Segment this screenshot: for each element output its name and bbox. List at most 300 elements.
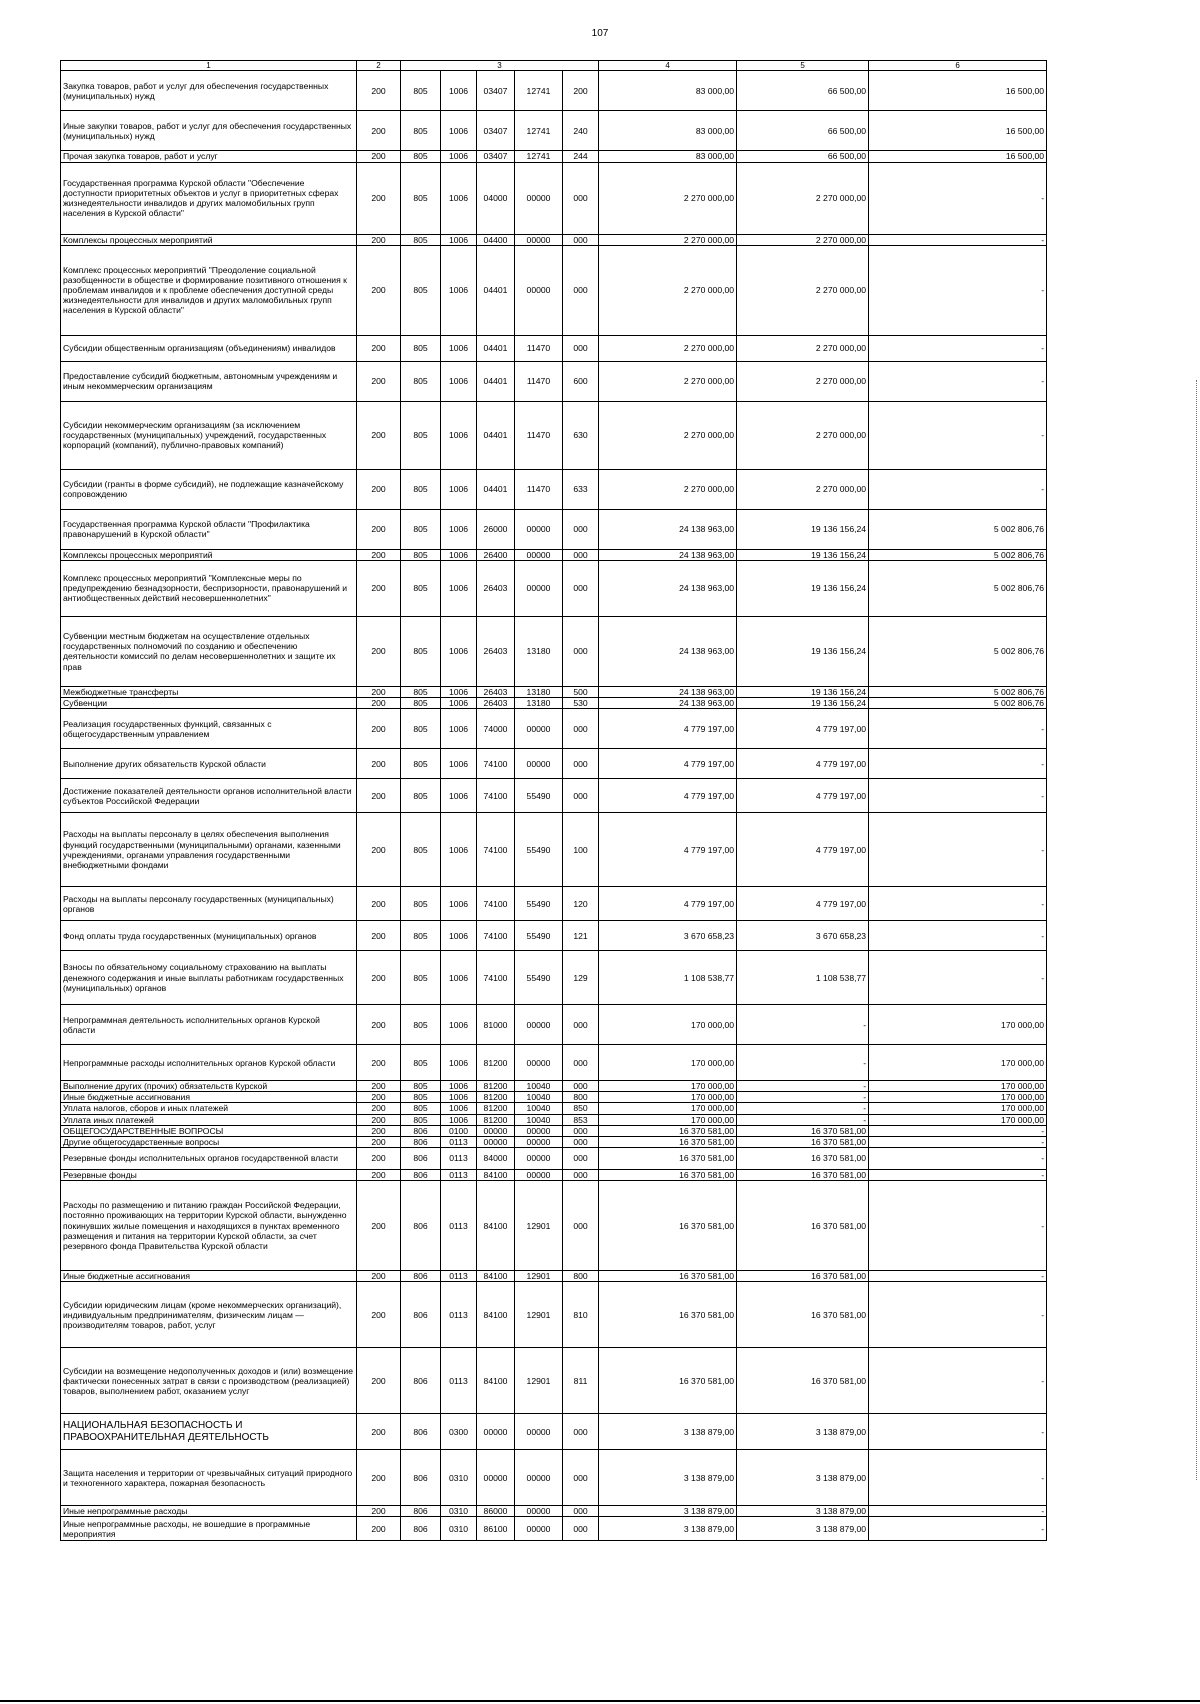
row-code-program: 04400	[477, 234, 515, 245]
row-value-plan: 16 370 581,00	[599, 1348, 737, 1414]
row-value-plan: 83 000,00	[599, 71, 737, 111]
row-code-program: 81200	[477, 1092, 515, 1103]
row-value-plan: 16 370 581,00	[599, 1282, 737, 1348]
row-name: Субсидии юридическим лицам (кроме некоммерческих организаций), индивидуальным предпринимателям, физическим лицам — производителям товаров, работ, услуг	[61, 1282, 357, 1348]
table-row	[61, 921, 1047, 951]
row-code-ministry: 806	[401, 1181, 441, 1271]
table-row	[61, 1045, 1047, 1081]
table-row	[61, 1517, 1047, 1541]
row-name: Расходы по размещению и питанию граждан Российской Федерации, постоянно проживающих на территории Курской области, вынужденно покинувших жилые помещения и находящихся в пунктах временного размещения и питания на территории Курской области, за счет резервного фонда Правительства Курской области	[61, 1181, 357, 1271]
row-code-admin: 200	[357, 361, 401, 401]
row-value-plan: 170 000,00	[599, 1103, 737, 1114]
row-code-expense-type: 000	[563, 509, 599, 549]
row-value-plan: 83 000,00	[599, 111, 737, 151]
row-code-admin: 200	[357, 162, 401, 234]
row-value-plan: 24 138 963,00	[599, 509, 737, 549]
row-value-executed: 2 270 000,00	[737, 469, 869, 509]
row-code-ministry: 805	[401, 698, 441, 709]
row-code-section: 1006	[441, 335, 477, 361]
row-code-ministry: 805	[401, 686, 441, 697]
row-code-expense-type: 240	[563, 111, 599, 151]
row-value-plan: 4 779 197,00	[599, 813, 737, 887]
row-code-ministry: 805	[401, 1103, 441, 1114]
row-name: Уплата иных платежей	[61, 1114, 357, 1125]
row-value-executed: -	[737, 1081, 869, 1092]
row-code-direction: 12741	[515, 151, 563, 162]
table-row	[61, 560, 1047, 616]
row-code-direction: 12901	[515, 1271, 563, 1282]
row-code-expense-type: 530	[563, 698, 599, 709]
row-value-executed: 16 370 581,00	[737, 1348, 869, 1414]
row-value-executed: 19 136 156,24	[737, 560, 869, 616]
row-code-program: 04401	[477, 401, 515, 469]
row-value-remaining: -	[869, 234, 1047, 245]
table-row	[61, 951, 1047, 1005]
header-col-4: 4	[599, 61, 737, 71]
table-body	[61, 71, 1047, 1541]
row-name: Уплата налогов, сборов и иных платежей	[61, 1103, 357, 1114]
row-code-ministry: 805	[401, 509, 441, 549]
header-col-3: 3	[401, 61, 599, 71]
row-code-expense-type: 000	[563, 549, 599, 560]
row-code-section: 1006	[441, 686, 477, 697]
row-code-ministry: 805	[401, 549, 441, 560]
table-row	[61, 151, 1047, 162]
table-row	[61, 698, 1047, 709]
row-code-admin: 200	[357, 1414, 401, 1450]
row-code-program: 74000	[477, 709, 515, 749]
row-code-section: 1006	[441, 1081, 477, 1092]
row-code-section: 1006	[441, 234, 477, 245]
row-code-admin: 200	[357, 779, 401, 813]
table-row	[61, 616, 1047, 686]
row-value-plan: 170 000,00	[599, 1045, 737, 1081]
row-value-executed: -	[737, 1005, 869, 1045]
row-value-executed: 4 779 197,00	[737, 749, 869, 779]
row-code-admin: 200	[357, 686, 401, 697]
row-value-executed: 16 370 581,00	[737, 1271, 869, 1282]
row-code-ministry: 805	[401, 616, 441, 686]
row-code-section: 0113	[441, 1271, 477, 1282]
row-code-program: 00000	[477, 1450, 515, 1506]
table-row	[61, 549, 1047, 560]
row-value-remaining: -	[869, 1506, 1047, 1517]
table-row	[61, 1271, 1047, 1282]
row-code-ministry: 805	[401, 709, 441, 749]
row-value-plan: 170 000,00	[599, 1092, 737, 1103]
row-code-section: 1006	[441, 509, 477, 549]
row-code-program: 04401	[477, 335, 515, 361]
row-value-plan: 16 370 581,00	[599, 1271, 737, 1282]
row-code-section: 1006	[441, 111, 477, 151]
row-value-plan: 2 270 000,00	[599, 234, 737, 245]
row-name: Взносы по обязательному социальному страхованию на выплаты денежного содержания и иные выплаты работникам государственных (муниципальных) органов	[61, 951, 357, 1005]
row-code-admin: 200	[357, 1348, 401, 1414]
row-code-admin: 200	[357, 335, 401, 361]
table-row	[61, 1147, 1047, 1169]
row-code-program: 74100	[477, 779, 515, 813]
row-code-program: 04401	[477, 361, 515, 401]
row-code-section: 1006	[441, 401, 477, 469]
row-code-admin: 200	[357, 401, 401, 469]
row-code-expense-type: 000	[563, 1517, 599, 1541]
row-value-plan: 4 779 197,00	[599, 887, 737, 921]
table-row	[61, 1348, 1047, 1414]
row-code-admin: 200	[357, 71, 401, 111]
row-code-section: 1006	[441, 549, 477, 560]
row-code-program: 26403	[477, 686, 515, 697]
row-value-remaining: -	[869, 1450, 1047, 1506]
row-value-executed: 3 138 879,00	[737, 1450, 869, 1506]
row-code-program: 26403	[477, 698, 515, 709]
row-code-ministry: 805	[401, 401, 441, 469]
row-code-direction: 11470	[515, 469, 563, 509]
row-code-expense-type: 129	[563, 951, 599, 1005]
row-code-admin: 200	[357, 509, 401, 549]
row-code-direction: 12741	[515, 111, 563, 151]
header-col-2: 2	[357, 61, 401, 71]
row-value-remaining: -	[869, 245, 1047, 335]
row-code-section: 1006	[441, 1005, 477, 1045]
row-name: Расходы на выплаты персоналу в целях обеспечения выполнения функций государственными (муниципальными) органами, казенными учреждениями, органами управления государственными внебюджетными фондами	[61, 813, 357, 887]
scan-edge-mark	[1196, 380, 1197, 1480]
header-col-1: 1	[61, 61, 357, 71]
row-code-section: 1006	[441, 749, 477, 779]
row-code-direction: 55490	[515, 921, 563, 951]
row-code-direction: 00000	[515, 1506, 563, 1517]
row-code-expense-type: 121	[563, 921, 599, 951]
row-code-program: 26000	[477, 509, 515, 549]
row-code-program: 03407	[477, 71, 515, 111]
row-code-program: 84100	[477, 1181, 515, 1271]
row-value-plan: 16 370 581,00	[599, 1181, 737, 1271]
row-code-section: 0300	[441, 1414, 477, 1450]
table-row	[61, 509, 1047, 549]
row-code-expense-type: 000	[563, 1450, 599, 1506]
row-name: Субвенции местным бюджетам на осуществление отдельных государственных полномочий по созданию и обеспечению деятельности комиссий по делам несовершеннолетних и защите их прав	[61, 616, 357, 686]
row-code-ministry: 806	[401, 1348, 441, 1414]
row-code-ministry: 805	[401, 1114, 441, 1125]
row-code-direction: 55490	[515, 779, 563, 813]
row-code-admin: 200	[357, 1282, 401, 1348]
row-value-plan: 2 270 000,00	[599, 361, 737, 401]
row-value-remaining: 170 000,00	[869, 1103, 1047, 1114]
row-code-direction: 00000	[515, 234, 563, 245]
row-code-direction: 10040	[515, 1114, 563, 1125]
table-row	[61, 111, 1047, 151]
row-code-direction: 12901	[515, 1348, 563, 1414]
row-code-admin: 200	[357, 1450, 401, 1506]
row-code-ministry: 806	[401, 1136, 441, 1147]
row-code-direction: 00000	[515, 1136, 563, 1147]
row-value-plan: 170 000,00	[599, 1114, 737, 1125]
row-name: Комплексы процессных мероприятий	[61, 549, 357, 560]
row-value-remaining: 170 000,00	[869, 1045, 1047, 1081]
row-name: Иные бюджетные ассигнования	[61, 1092, 357, 1103]
table-row	[61, 779, 1047, 813]
row-value-plan: 170 000,00	[599, 1005, 737, 1045]
row-code-expense-type: 000	[563, 1414, 599, 1450]
row-code-program: 00000	[477, 1136, 515, 1147]
row-code-admin: 200	[357, 1125, 401, 1136]
row-code-ministry: 805	[401, 1005, 441, 1045]
row-value-plan: 1 108 538,77	[599, 951, 737, 1005]
row-code-admin: 200	[357, 921, 401, 951]
row-code-expense-type: 000	[563, 245, 599, 335]
row-value-executed: 19 136 156,24	[737, 616, 869, 686]
row-value-plan: 3 138 879,00	[599, 1450, 737, 1506]
row-code-expense-type: 000	[563, 335, 599, 361]
row-name: Непрограммные расходы исполнительных органов Курской области	[61, 1045, 357, 1081]
row-code-admin: 200	[357, 1517, 401, 1541]
row-value-remaining: -	[869, 921, 1047, 951]
row-name: Достижение показателей деятельности органов исполнительной власти субъектов Российской Федерации	[61, 779, 357, 813]
row-code-expense-type: 810	[563, 1282, 599, 1348]
row-code-ministry: 805	[401, 234, 441, 245]
table-row	[61, 162, 1047, 234]
table-row	[61, 1136, 1047, 1147]
row-code-expense-type: 000	[563, 234, 599, 245]
row-name: Комплекс процессных мероприятий "Комплексные меры по предупреждению безнадзорности, беспризорности, правонарушений и антиобщественных действий несовершеннолетних"	[61, 560, 357, 616]
row-value-executed: 4 779 197,00	[737, 779, 869, 813]
table-row	[61, 234, 1047, 245]
row-value-executed: 2 270 000,00	[737, 234, 869, 245]
row-name: Защита населения и территории от чрезвычайных ситуаций природного и техногенного характера, пожарная безопасность	[61, 1450, 357, 1506]
table-row	[61, 1414, 1047, 1450]
row-value-remaining: -	[869, 1125, 1047, 1136]
row-code-program: 84100	[477, 1169, 515, 1180]
row-value-remaining: 16 500,00	[869, 151, 1047, 162]
row-value-remaining: 170 000,00	[869, 1092, 1047, 1103]
row-code-section: 1006	[441, 698, 477, 709]
row-code-ministry: 806	[401, 1169, 441, 1180]
row-code-direction: 00000	[515, 1125, 563, 1136]
row-value-executed: -	[737, 1045, 869, 1081]
row-value-remaining: -	[869, 709, 1047, 749]
row-value-remaining: 5 002 806,76	[869, 698, 1047, 709]
row-code-section: 1006	[441, 361, 477, 401]
row-value-plan: 24 138 963,00	[599, 616, 737, 686]
row-code-direction: 00000	[515, 749, 563, 779]
row-code-section: 1006	[441, 71, 477, 111]
row-code-program: 26403	[477, 560, 515, 616]
row-value-executed: 19 136 156,24	[737, 698, 869, 709]
row-name: Фонд оплаты труда государственных (муниципальных) органов	[61, 921, 357, 951]
row-code-program: 74100	[477, 887, 515, 921]
row-code-section: 0310	[441, 1517, 477, 1541]
row-value-plan: 3 138 879,00	[599, 1414, 737, 1450]
row-value-remaining: -	[869, 335, 1047, 361]
row-code-ministry: 805	[401, 749, 441, 779]
row-code-expense-type: 000	[563, 749, 599, 779]
row-code-ministry: 805	[401, 887, 441, 921]
row-code-direction: 11470	[515, 401, 563, 469]
row-code-expense-type: 000	[563, 1045, 599, 1081]
row-code-section: 0113	[441, 1147, 477, 1169]
row-code-admin: 200	[357, 234, 401, 245]
table-row	[61, 1181, 1047, 1271]
table-row	[61, 1169, 1047, 1180]
row-value-remaining: -	[869, 1271, 1047, 1282]
row-value-executed: 2 270 000,00	[737, 335, 869, 361]
row-code-expense-type: 120	[563, 887, 599, 921]
row-value-remaining: -	[869, 779, 1047, 813]
row-code-admin: 200	[357, 1103, 401, 1114]
row-code-ministry: 806	[401, 1125, 441, 1136]
table-row	[61, 401, 1047, 469]
budget-table	[60, 60, 1047, 1541]
row-code-program: 81200	[477, 1081, 515, 1092]
row-name: Государственная программа Курской области "Профилактика правонарушений в Курской области"	[61, 509, 357, 549]
row-code-ministry: 805	[401, 111, 441, 151]
table-row	[61, 1114, 1047, 1125]
row-code-section: 1006	[441, 951, 477, 1005]
row-code-section: 1006	[441, 813, 477, 887]
row-code-program: 03407	[477, 151, 515, 162]
row-code-ministry: 806	[401, 1450, 441, 1506]
row-code-section: 1006	[441, 1045, 477, 1081]
table-row	[61, 813, 1047, 887]
row-code-expense-type: 500	[563, 686, 599, 697]
row-code-program: 74100	[477, 749, 515, 779]
row-value-plan: 16 370 581,00	[599, 1147, 737, 1169]
row-value-remaining: -	[869, 1181, 1047, 1271]
row-code-ministry: 806	[401, 1506, 441, 1517]
row-code-section: 0310	[441, 1450, 477, 1506]
row-value-plan: 3 670 658,23	[599, 921, 737, 951]
row-code-section: 0100	[441, 1125, 477, 1136]
row-code-program: 00000	[477, 1414, 515, 1450]
table-row	[61, 1081, 1047, 1092]
row-code-admin: 200	[357, 813, 401, 887]
row-code-direction: 00000	[515, 162, 563, 234]
row-value-plan: 83 000,00	[599, 151, 737, 162]
row-value-executed: 16 370 581,00	[737, 1169, 869, 1180]
scan-bottom-border	[0, 1700, 1200, 1702]
row-code-admin: 200	[357, 1181, 401, 1271]
row-value-remaining: -	[869, 1348, 1047, 1414]
row-code-program: 81000	[477, 1005, 515, 1045]
row-name: Выполнение других обязательств Курской области	[61, 749, 357, 779]
row-code-expense-type: 000	[563, 1136, 599, 1147]
row-name: Резервные фонды	[61, 1169, 357, 1180]
row-name: Субсидии некоммерческим организациям (за исключением государственных (муниципальных) учреждений, государственных корпораций (компаний), публично-правовых компаний)	[61, 401, 357, 469]
table-row	[61, 469, 1047, 509]
row-name: Комплексы процессных мероприятий	[61, 234, 357, 245]
row-code-admin: 200	[357, 1271, 401, 1282]
row-code-expense-type: 000	[563, 1081, 599, 1092]
row-code-admin: 200	[357, 111, 401, 151]
row-value-plan: 16 370 581,00	[599, 1136, 737, 1147]
row-value-remaining: -	[869, 951, 1047, 1005]
row-code-admin: 200	[357, 951, 401, 1005]
row-code-direction: 00000	[515, 1450, 563, 1506]
header-col-5: 5	[737, 61, 869, 71]
row-value-executed: -	[737, 1114, 869, 1125]
row-code-direction: 13180	[515, 698, 563, 709]
row-code-section: 1006	[441, 921, 477, 951]
row-code-program: 74100	[477, 813, 515, 887]
row-code-program: 81200	[477, 1103, 515, 1114]
row-value-executed: 3 138 879,00	[737, 1517, 869, 1541]
row-value-remaining: -	[869, 361, 1047, 401]
row-value-executed: 2 270 000,00	[737, 401, 869, 469]
row-code-admin: 200	[357, 1136, 401, 1147]
row-code-program: 04401	[477, 245, 515, 335]
table-row	[61, 245, 1047, 335]
row-code-direction: 00000	[515, 1414, 563, 1450]
row-code-expense-type: 630	[563, 401, 599, 469]
row-value-remaining: -	[869, 813, 1047, 887]
row-name: Субсидии общественным организациям (объединениям) инвалидов	[61, 335, 357, 361]
row-value-executed: 3 670 658,23	[737, 921, 869, 951]
row-name: НАЦИОНАЛЬНАЯ БЕЗОПАСНОСТЬ И ПРАВООХРАНИТЕЛЬНАЯ ДЕЯТЕЛЬНОСТЬ	[61, 1414, 357, 1450]
table-row	[61, 1506, 1047, 1517]
row-code-direction: 12901	[515, 1181, 563, 1271]
row-code-expense-type: 100	[563, 813, 599, 887]
row-code-ministry: 806	[401, 1271, 441, 1282]
row-code-admin: 200	[357, 616, 401, 686]
row-code-section: 1006	[441, 1114, 477, 1125]
row-value-plan: 2 270 000,00	[599, 245, 737, 335]
row-code-ministry: 805	[401, 469, 441, 509]
row-name: Иные бюджетные ассигнования	[61, 1271, 357, 1282]
row-code-ministry: 805	[401, 151, 441, 162]
row-value-remaining: -	[869, 1136, 1047, 1147]
row-code-expense-type: 800	[563, 1092, 599, 1103]
row-code-expense-type: 800	[563, 1271, 599, 1282]
row-code-ministry: 805	[401, 245, 441, 335]
table-row	[61, 709, 1047, 749]
row-code-ministry: 805	[401, 921, 441, 951]
row-value-remaining: -	[869, 1147, 1047, 1169]
row-name: Субсидии (гранты в форме субсидий), не подлежащие казначейскому сопровождению	[61, 469, 357, 509]
row-code-program: 84100	[477, 1282, 515, 1348]
row-name: Резервные фонды исполнительных органов государственной власти	[61, 1147, 357, 1169]
row-code-expense-type: 000	[563, 616, 599, 686]
row-code-expense-type: 200	[563, 71, 599, 111]
row-code-section: 0113	[441, 1348, 477, 1414]
table-row	[61, 1450, 1047, 1506]
row-name: Предоставление субсидий бюджетным, автономным учреждениям и иным некоммерческим организациям	[61, 361, 357, 401]
row-value-executed: -	[737, 1092, 869, 1103]
row-value-remaining: 5 002 806,76	[869, 549, 1047, 560]
row-code-program: 74100	[477, 921, 515, 951]
row-value-plan: 2 270 000,00	[599, 469, 737, 509]
table-row	[61, 1103, 1047, 1114]
row-code-program: 86000	[477, 1506, 515, 1517]
row-value-executed: 19 136 156,24	[737, 549, 869, 560]
row-value-remaining: -	[869, 749, 1047, 779]
row-code-ministry: 805	[401, 361, 441, 401]
row-value-remaining: 170 000,00	[869, 1005, 1047, 1045]
row-value-executed: 4 779 197,00	[737, 813, 869, 887]
row-code-direction: 55490	[515, 951, 563, 1005]
row-value-plan: 24 138 963,00	[599, 698, 737, 709]
header-row	[61, 61, 1047, 71]
row-code-direction: 10040	[515, 1081, 563, 1092]
row-value-plan: 24 138 963,00	[599, 549, 737, 560]
row-value-remaining: -	[869, 1169, 1047, 1180]
row-value-executed: 3 138 879,00	[737, 1506, 869, 1517]
row-code-admin: 200	[357, 1081, 401, 1092]
row-code-direction: 13180	[515, 616, 563, 686]
row-code-expense-type: 633	[563, 469, 599, 509]
row-value-plan: 2 270 000,00	[599, 162, 737, 234]
row-name: Реализация государственных функций, связанных с общегосударственным управлением	[61, 709, 357, 749]
row-value-executed: -	[737, 1103, 869, 1114]
row-value-plan: 2 270 000,00	[599, 335, 737, 361]
